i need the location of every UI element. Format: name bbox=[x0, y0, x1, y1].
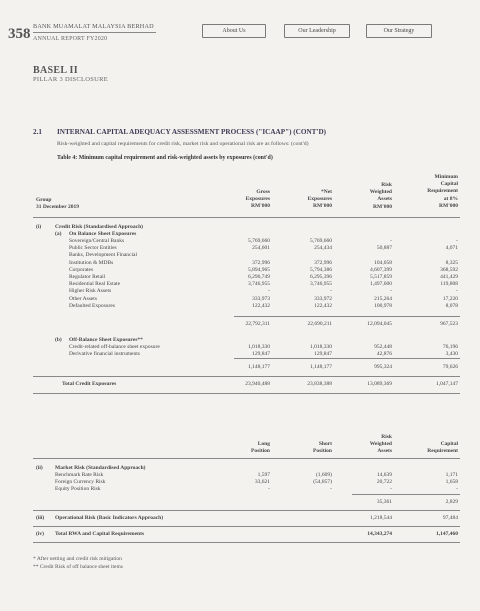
row-label: Sovereign/Central Banks bbox=[69, 238, 125, 244]
row-value: 372,996 bbox=[314, 259, 332, 266]
header-divider bbox=[33, 32, 156, 33]
a-total-gross: 22,792,311 bbox=[245, 321, 270, 327]
header-rule bbox=[33, 217, 460, 218]
row-value: 5,894,965 bbox=[248, 266, 270, 273]
operational-risk-label: Operational Risk (Basic Indicators Approach) bbox=[55, 515, 164, 521]
row-value: 1,597 bbox=[257, 472, 270, 478]
market-total-capital: 2,829 bbox=[445, 499, 458, 505]
b-total-net: 1,148,177 bbox=[310, 364, 332, 370]
subtotal-rule-market bbox=[352, 494, 460, 495]
row-value: - bbox=[390, 238, 392, 244]
row-value: 122,432 bbox=[314, 302, 332, 309]
page-number: 358 bbox=[8, 26, 31, 42]
row-label: Other Assets bbox=[69, 295, 97, 302]
report-name: ANNUAL REPORT FY2020 bbox=[33, 36, 108, 42]
row-value: - bbox=[390, 486, 392, 493]
row-value: 4,607,399 bbox=[370, 266, 392, 273]
row-value: - bbox=[268, 288, 270, 295]
row-value: 215,264 bbox=[374, 295, 392, 302]
row-label: Banks, Development Financial bbox=[69, 252, 137, 259]
page-header bbox=[0, 0, 480, 52]
total-rwa-label: Total RWA and Capital Requirements bbox=[55, 531, 145, 537]
col-header-gross: Gross Exposures RM'000 bbox=[245, 189, 270, 210]
row-label: Defaulted Exposures bbox=[69, 302, 115, 309]
row-value: 8,078 bbox=[445, 302, 458, 309]
row-label: Public Sector Entities bbox=[69, 245, 117, 252]
col-header-long: Long Position bbox=[251, 441, 270, 455]
rule-iv-bottom bbox=[33, 542, 460, 543]
page-subtitle: PILLAR 3 DISCLOSURE bbox=[33, 76, 109, 83]
row-value: - bbox=[268, 486, 270, 493]
nav-about-us[interactable]: About Us bbox=[202, 24, 266, 38]
row-label: Equity Position Risk bbox=[55, 486, 101, 493]
group-label: Group bbox=[36, 197, 52, 203]
total-gross: 23,940,488 bbox=[245, 381, 270, 387]
row-label: Credit-related off-balance sheet exposure bbox=[69, 344, 160, 350]
row-value: 100,978 bbox=[374, 302, 392, 309]
total-rule-top bbox=[33, 376, 460, 377]
credit-risk-heading: Credit Risk (Standardised Approach) bbox=[55, 224, 143, 230]
row-label-iii: (iii) bbox=[36, 515, 45, 521]
row-value: 5,769,660 bbox=[248, 238, 270, 244]
row-value: 129,847 bbox=[252, 351, 270, 358]
bank-name: BANK MUAMALAT MALAYSIA BERHAD bbox=[33, 23, 154, 30]
date-label: 31 December 2019 bbox=[36, 204, 79, 210]
row-value: - bbox=[456, 486, 458, 493]
row-value: 441,429 bbox=[440, 274, 458, 280]
operational-capital: 97,484 bbox=[442, 515, 458, 521]
row-value: (1,609) bbox=[315, 472, 332, 478]
market-risk-heading: Market Risk (Standardised Approach) bbox=[55, 465, 146, 471]
nav-our-leadership[interactable]: Our Leadership bbox=[284, 24, 350, 38]
row-value: 6,295,396 bbox=[310, 274, 332, 280]
col-header-short: Short Position bbox=[313, 441, 332, 455]
subtotal-rule-b bbox=[234, 358, 460, 359]
total-capital-value: 1,147,460 bbox=[436, 531, 458, 537]
row-value: - bbox=[390, 288, 392, 295]
col-header-rwa-2: Risk Weighted Assets bbox=[369, 434, 392, 455]
col-header-net: *Net Exposures RM'000 bbox=[307, 189, 332, 210]
row-label-b: (b) bbox=[55, 337, 62, 343]
row-value: 33,621 bbox=[254, 479, 270, 486]
row-value: 5,794,386 bbox=[310, 266, 332, 273]
row-label: Benchmark Rate Risk bbox=[55, 472, 104, 478]
row-label-i: (i) bbox=[36, 224, 42, 230]
row-value: 20,722 bbox=[376, 479, 392, 486]
total-capital: 1,047,147 bbox=[436, 381, 458, 387]
row-value: 1,171 bbox=[445, 472, 458, 478]
b-total-capital: 79,626 bbox=[442, 364, 458, 370]
row-label: Foreign Currency Risk bbox=[55, 479, 106, 486]
row-value: 8,325 bbox=[445, 259, 458, 266]
row-value: 1,018,330 bbox=[248, 344, 270, 350]
header-rule-2 bbox=[33, 458, 460, 459]
row-value: 14,639 bbox=[376, 472, 392, 478]
row-label: Derivative financial instruments bbox=[69, 351, 140, 358]
on-balance-heading: On Balance Sheet Exposures bbox=[69, 231, 137, 237]
section-heading: INTERNAL CAPITAL ADEQUACY ASSESSMENT PROCESS ("ICAAP") (CONT'D) bbox=[57, 128, 327, 136]
rule-iii-top bbox=[33, 510, 460, 511]
row-value: (54,857) bbox=[313, 479, 332, 486]
intro-text: Risk-weighted and capital requirements for credit risk, market risk and operational risk are as follows: (cont'd) bbox=[57, 141, 309, 147]
row-value: 5,769,660 bbox=[310, 238, 332, 244]
section-number: 2.1 bbox=[33, 128, 42, 136]
market-total-rwa: 35,361 bbox=[376, 499, 392, 505]
row-value: 129,847 bbox=[314, 351, 332, 358]
a-total-rwa: 12,094,045 bbox=[367, 321, 392, 327]
row-value: 254,601 bbox=[252, 245, 270, 252]
row-label-ii: (ii) bbox=[36, 465, 43, 471]
footnote-2: ** Credit Risk of off balance sheet items bbox=[33, 564, 123, 570]
row-value: - bbox=[456, 288, 458, 295]
row-value: 1,658 bbox=[445, 479, 458, 486]
total-credit-label: Total Credit Exposures bbox=[62, 381, 117, 387]
row-label: Regulator Retail bbox=[69, 274, 106, 280]
a-total-capital: 967,523 bbox=[440, 321, 458, 327]
col-header-rwa: Risk Weighted Assets RM'000 bbox=[369, 182, 392, 210]
row-value: 104,058 bbox=[374, 259, 392, 266]
row-label: Institution & MDBs bbox=[69, 259, 114, 266]
row-label: Corporates bbox=[69, 266, 94, 273]
row-value: 76,196 bbox=[442, 344, 458, 350]
total-rwa-value: 14,343,274 bbox=[367, 531, 392, 537]
row-value: 3,430 bbox=[445, 351, 458, 358]
row-value: 1,497,600 bbox=[370, 281, 392, 288]
subtotal-rule-a bbox=[234, 316, 460, 317]
row-value: 368,592 bbox=[440, 266, 458, 273]
row-value: 333,972 bbox=[314, 295, 332, 302]
row-value: 50,887 bbox=[376, 245, 392, 252]
total-rule-bottom bbox=[33, 393, 460, 394]
row-value: 1,018,330 bbox=[310, 344, 332, 350]
row-value: 6,296,749 bbox=[248, 274, 270, 280]
row-value: - bbox=[330, 288, 332, 295]
operational-rwa: 1,218,544 bbox=[370, 515, 392, 521]
row-value: 333,973 bbox=[252, 295, 270, 302]
row-label-a: (a) bbox=[55, 231, 62, 237]
row-label-iv: (iv) bbox=[36, 531, 44, 537]
row-value: 254,434 bbox=[314, 245, 332, 252]
row-value: - bbox=[330, 486, 332, 493]
row-value: 3,746,955 bbox=[248, 281, 270, 288]
row-value: 122,432 bbox=[252, 302, 270, 309]
a-total-net: 22,690,211 bbox=[307, 321, 332, 327]
b-total-gross: 1,148,177 bbox=[248, 364, 270, 370]
col-header-capital: Minimum Capital Requirement at 8% RM'000 bbox=[427, 174, 458, 209]
row-label: Residential Real Estate bbox=[69, 281, 121, 288]
row-value: 17,220 bbox=[442, 295, 458, 302]
table-title: Table 4: Minimum capital requirement and risk-weighted assets by exposures (cont'd) bbox=[57, 155, 273, 161]
row-value: 5,517,859 bbox=[370, 274, 392, 280]
off-balance-heading: Off-Balance Sheet Exposures** bbox=[69, 337, 143, 343]
total-rwa: 13,089,369 bbox=[367, 381, 392, 387]
page-title: BASEL II bbox=[33, 65, 78, 76]
row-value: 3,746,955 bbox=[310, 281, 332, 288]
b-total-rwa: 995,324 bbox=[374, 364, 392, 370]
col-header-capital-2: Capital Requirement bbox=[427, 441, 458, 455]
row-value: 119,808 bbox=[440, 281, 458, 288]
rule-iv-top bbox=[33, 526, 460, 527]
total-net: 23,838,388 bbox=[307, 381, 332, 387]
row-value: 42,876 bbox=[376, 351, 392, 358]
nav-our-strategy[interactable]: Our Strategy bbox=[366, 24, 432, 38]
row-value: - bbox=[456, 238, 458, 244]
row-value: 4,071 bbox=[445, 245, 458, 252]
row-value: 372,996 bbox=[252, 259, 270, 266]
row-label: Higher Risk Assets bbox=[69, 288, 112, 295]
footnote-1: * After netting and credit risk mitigation bbox=[33, 556, 122, 562]
row-value: 952,448 bbox=[374, 344, 392, 350]
